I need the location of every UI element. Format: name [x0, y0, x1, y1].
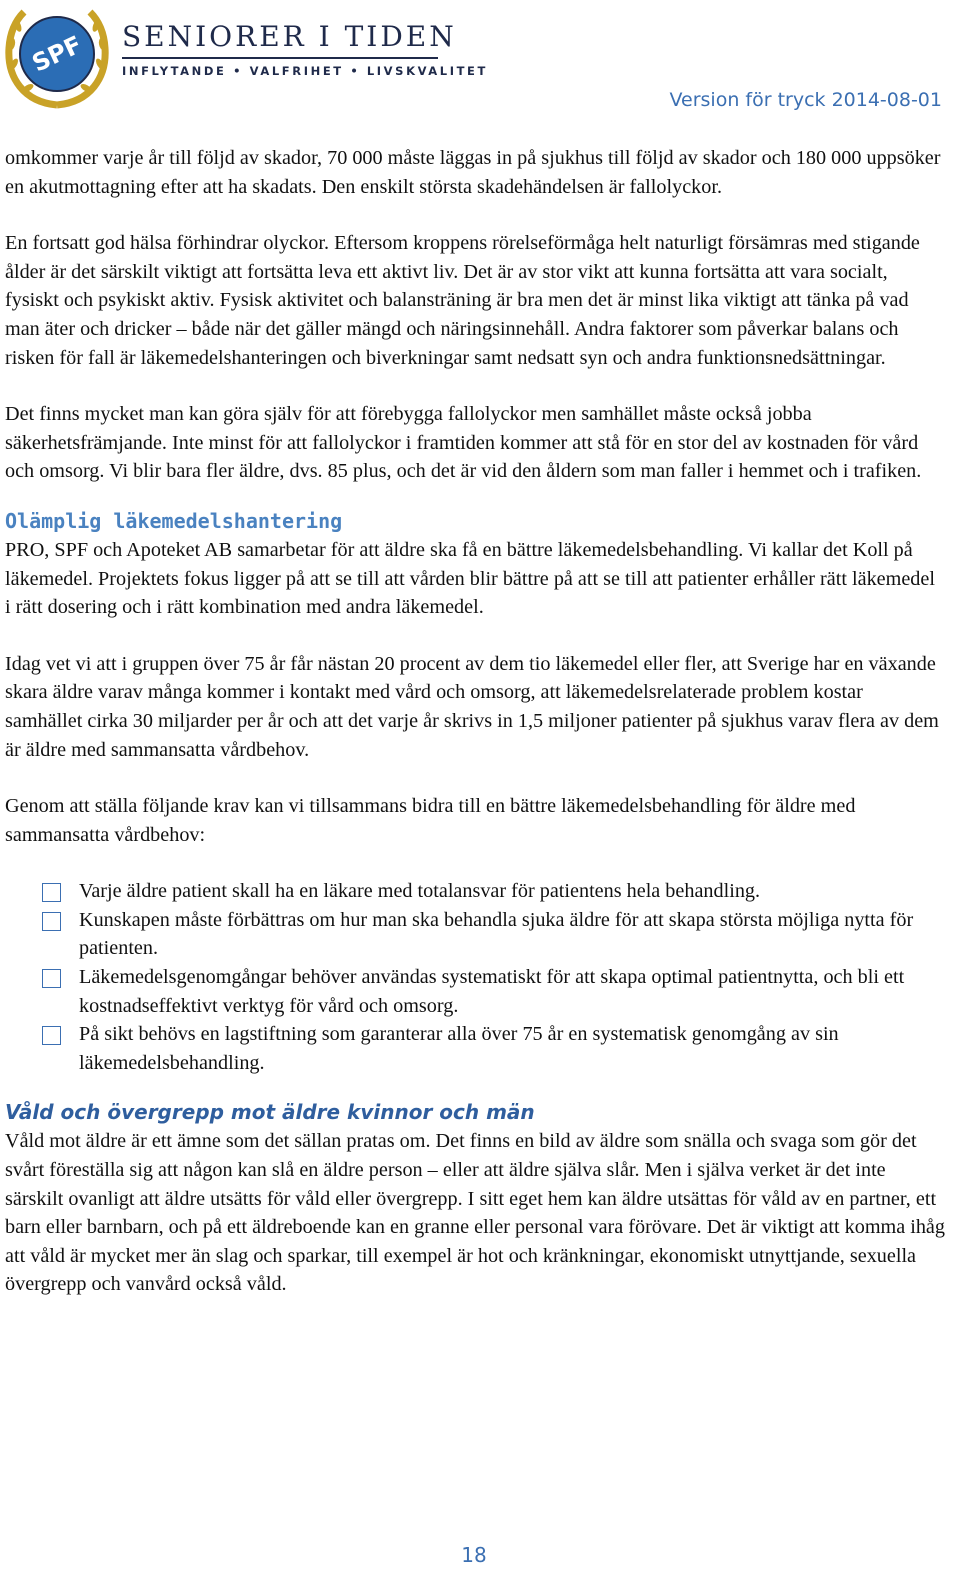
paragraph: omkommer varje år till följd av skador, 70 000 måste läggas in på sjukhus till följd av skador och 180 000 uppsöker en akutmottagning efter att ha skadats. Den enskilt största skadehändelsen är fallolyckor. — [5, 147, 941, 198]
version-label: Version för tryck 2014-08-01 — [669, 89, 942, 111]
list-item-text: På sikt behövs en lagstiftning som garanterar alla över 75 år en systematisk genomgång av sin läkemedelsbehandling. — [79, 1023, 839, 1074]
list-item — [79, 877, 945, 906]
list-item-text: Kunskapen måste förbättras om hur man ska behandla sjuka äldre för att skapa största möjliga nytta för patienten. — [79, 908, 914, 960]
checkbox-icon — [42, 1026, 61, 1045]
brand-tagline: INFLYTANDE • VALFRIHET • LIVSKVALITET — [122, 64, 488, 78]
paragraph: Det finns mycket man kan göra själv för att förebygga fallolyckor men samhället måste också jobba säkerhetsfrämjande. Inte minst för att fallolyckor i framtiden kommer att stå för en stor del av kostnaden för vård och omsorg. Vi blir bara fler äldre, dvs. 85 plus, och det är vid den åldern som man faller i hemmet och i trafiken. — [5, 403, 922, 483]
paragraph: PRO, SPF och Apoteket AB samarbetar för att äldre ska få en bättre läkemedelsbehandling. Vi kallar det Koll på läkemedel. Projektets fokus ligger på att se till att vården blir bättre på att se till att patienter erhåller rätt läkemedel i rätt dosering och i rätt kombination med andra läkemedel. — [5, 538, 935, 619]
logo-text: SPF — [27, 30, 87, 78]
section-heading: Olämplig läkemedelshantering — [5, 508, 343, 533]
checkbox-icon — [42, 883, 61, 902]
document-body — [5, 144, 945, 1299]
page-header — [0, 0, 960, 130]
brand-divider — [122, 57, 438, 59]
page-number: 18 — [461, 1543, 487, 1567]
list-item — [79, 963, 945, 1020]
list-item-text: Varje äldre patient skall ha en läkare med totalansvar för patientens hela behandling. — [79, 880, 761, 903]
spf-logo — [4, 4, 110, 110]
list-item — [79, 906, 945, 963]
checkbox-icon — [42, 912, 61, 931]
requirement-list — [5, 877, 945, 1077]
checkbox-icon — [42, 969, 61, 988]
paragraph: Idag vet vi att i gruppen över 75 år får nästan 20 procent av dem tio läkemedel eller fler, att Sverige har en växande skara äldre varav många kommer i kontakt med vård och omsorg, att läkemedelsrelaterade problem kostar samhället cirka 30 miljarder per år och att det varje år skrivs in 1,5 miljoner patienter på sjukhus varav flera av dem är äldre med sammansatta vårdbehov. — [5, 652, 939, 761]
list-item-text: Läkemedelsgenomgångar behöver användas systematiskt för att skapa optimal patientnytta, och bli ett kostnadseffektivt verktyg för vård och omsorg. — [79, 966, 905, 1017]
paragraph: Genom att ställa följande krav kan vi tillsammans bidra till en bättre läkemedelsbehandling för äldre med sammansatta vårdbehov: — [5, 795, 856, 846]
brand-name: SENIORER I TIDEN — [122, 20, 457, 53]
brand — [122, 20, 488, 78]
list-item — [79, 1020, 945, 1077]
paragraph: Våld mot äldre är ett ämne som det sällan pratas om. Det finns en bild av äldre som snälla och svaga som gör det svårt föreställa sig att någon kan slå en äldre person – eller att äldre själva slår. Men i själva verket är det inte särskilt ovanligt att äldre utsätts för våld eller övergrepp. I sitt eget hem kan äldre utsättas för våld av en partner, ett barn eller barnbarn, och på ett äldreboende kan en granne eller personal vara förövare. Det är viktigt att komma ihåg att våld är mycket mer än slag och sparkar, till exempel är hot och kränkningar, ekonomiskt utnyttjande, sexuella övergrepp och vanvård också våld. — [5, 1130, 945, 1296]
paragraph: En fortsatt god hälsa förhindrar olyckor. Eftersom kroppens rörelseförmåga helt naturligt försämras med stigande ålder är det särskilt viktigt att fortsätta leva ett aktivt liv. Det är av stor vikt att kunna fortsätta att vara socialt, fysiskt och psykiskt aktiv. Fysisk aktivitet och balansträning är bra men det är minst lika viktigt att tänka på vad man äter och dricker – både när det gäller mängd och näringsinnehåll. Andra faktorer som påverkar balans och risken för fall är läkemedelshanteringen och biverkningar samt nedsatt syn och andra funktionsnedsättningar. — [5, 232, 920, 369]
section-heading: Våld och övergrepp mot äldre kvinnor och män — [5, 1100, 535, 1125]
